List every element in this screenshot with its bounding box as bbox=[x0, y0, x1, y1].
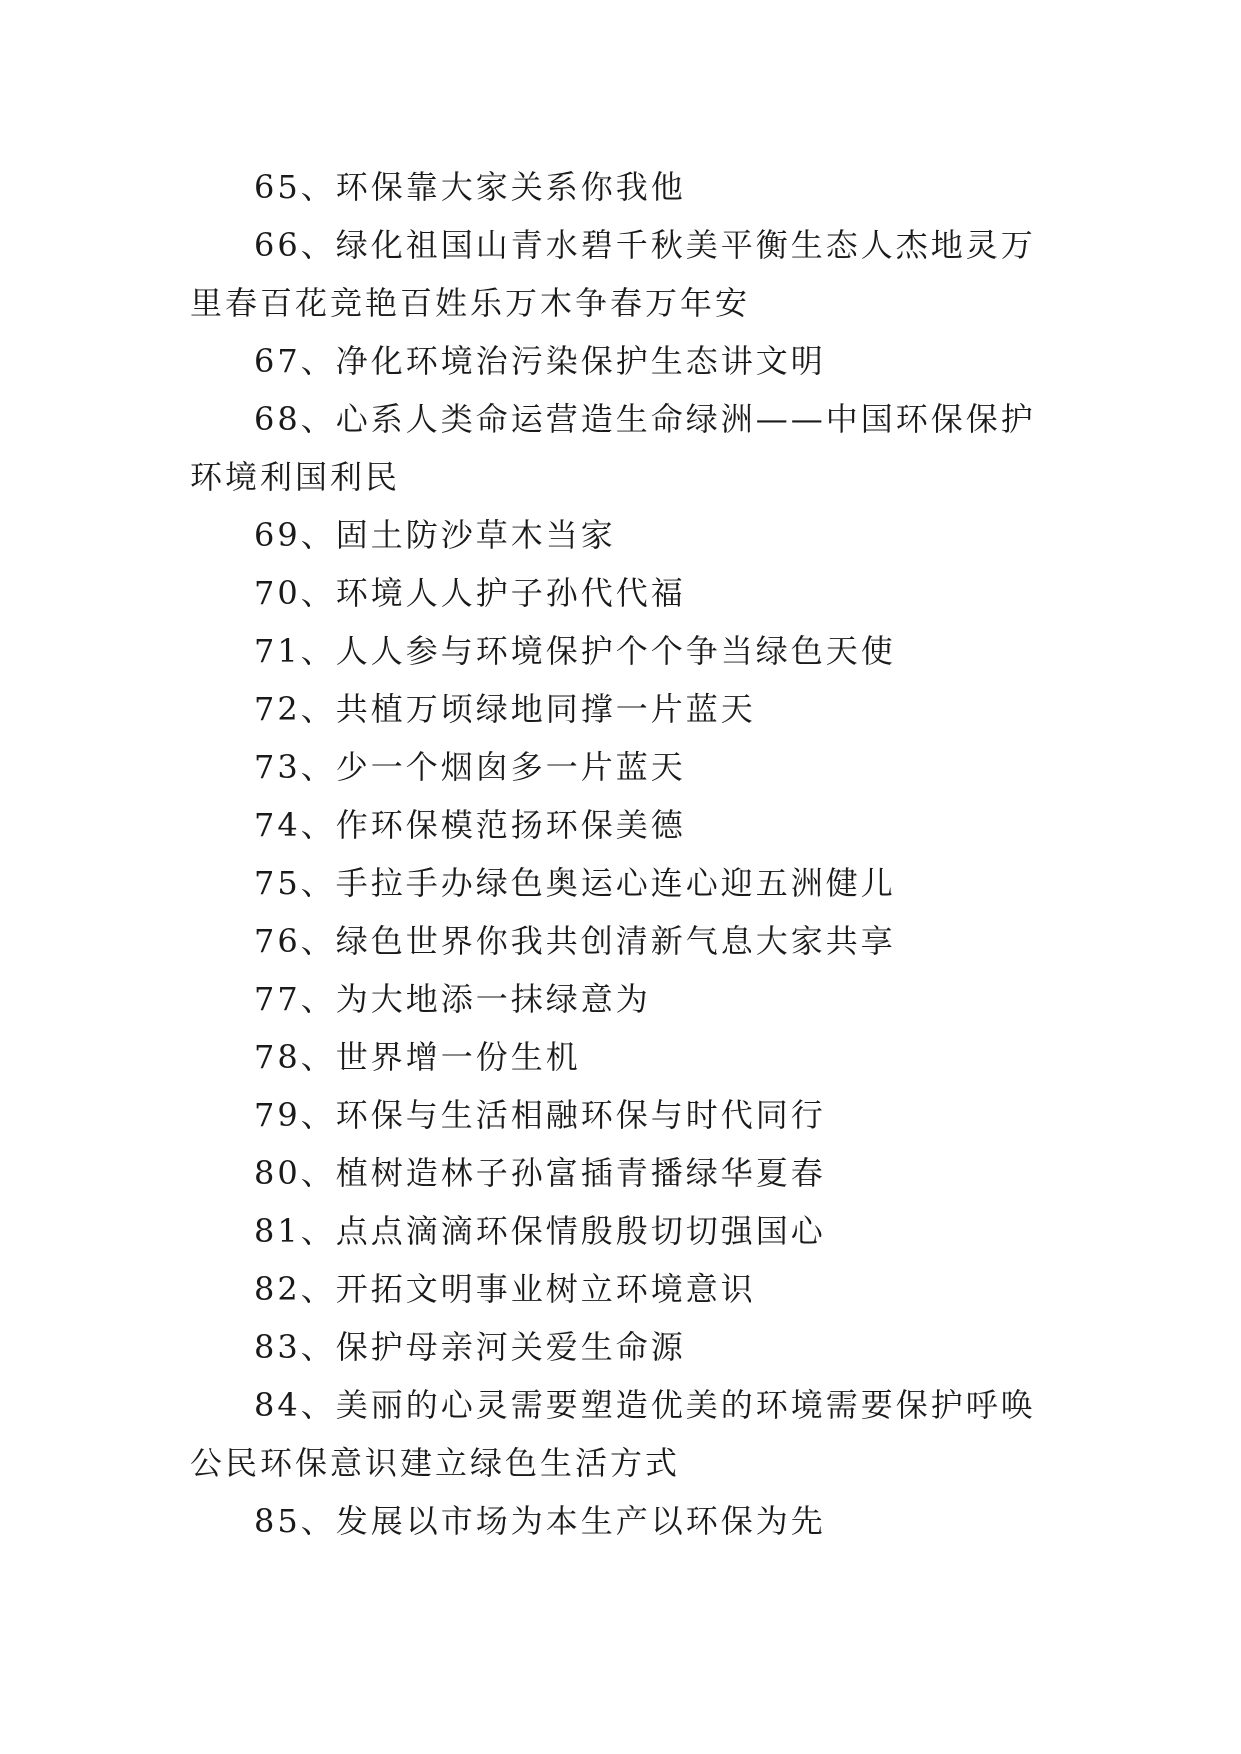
list-item: 70、环境人人护子孙代代福 bbox=[254, 574, 686, 612]
list-item: 76、绿色世界你我共创清新气息大家共享 bbox=[254, 922, 896, 960]
list-item: 75、手拉手办绿色奥运心连心迎五洲健儿 bbox=[254, 864, 896, 902]
list-item: 68、心系人类命运营造生命绿洲——中国环保保护环境利国利民 bbox=[190, 400, 1036, 496]
list-item: 78、世界增一份生机 bbox=[254, 1038, 581, 1076]
list-item: 79、环保与生活相融环保与时代同行 bbox=[254, 1096, 826, 1134]
list-item: 66、绿化祖国山青水碧千秋美平衡生态人杰地灵万里春百花竞艳百姓乐万木争春万年安 bbox=[190, 226, 1036, 322]
list-item: 80、植树造林子孙富插青播绿华夏春 bbox=[254, 1154, 826, 1192]
list-item: 67、净化环境治污染保护生态讲文明 bbox=[254, 342, 826, 380]
list-item: 74、作环保模范扬环保美德 bbox=[254, 806, 686, 844]
list-item: 65、环保靠大家关系你我他 bbox=[254, 168, 686, 206]
slogan-list bbox=[190, 158, 1060, 1550]
list-item: 69、固土防沙草木当家 bbox=[254, 516, 616, 554]
list-item: 81、点点滴滴环保情殷殷切切强国心 bbox=[254, 1212, 826, 1250]
list-item: 85、发展以市场为本生产以环保为先 bbox=[254, 1502, 826, 1540]
list-item: 77、为大地添一抹绿意为 bbox=[254, 980, 651, 1018]
list-item: 73、少一个烟囱多一片蓝天 bbox=[254, 748, 686, 786]
list-item: 83、保护母亲河关爱生命源 bbox=[254, 1328, 686, 1366]
list-item: 72、共植万顷绿地同撑一片蓝天 bbox=[254, 690, 756, 728]
list-item: 82、开拓文明事业树立环境意识 bbox=[254, 1270, 756, 1308]
list-item: 71、人人参与环境保护个个争当绿色天使 bbox=[254, 632, 896, 670]
list-item: 84、美丽的心灵需要塑造优美的环境需要保护呼唤公民环保意识建立绿色生活方式 bbox=[190, 1386, 1036, 1482]
